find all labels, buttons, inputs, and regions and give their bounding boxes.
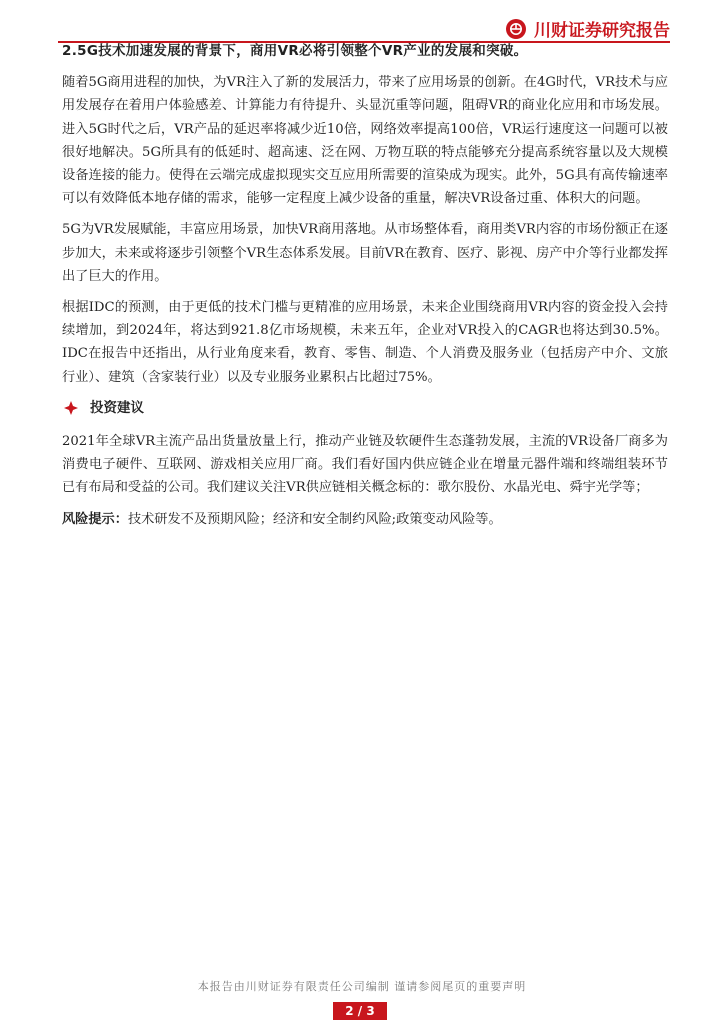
investment-heading: [62, 397, 668, 420]
page-number: 2 / 3: [333, 1002, 387, 1020]
paragraph-commercial-vr: 5G为VR发展赋能，丰富应用场景，加快VR商用落地。从市场整体看，商用类VR内容的市场份额正在逐步加大，未来或将逐步引领整个VR生态体系发展。目前VR在教育、医疗、影视、房产中介等行业都发挥出了巨大的作用。: [62, 222, 668, 284]
report-body: [62, 40, 668, 531]
paragraph-5g-vr: 随着5G商用进程的加快，为VR注入了新的发展活力，带来了应用场景的创新。在4G时代，VR技术与应用发展存在着用户体验感差、计算能力有待提升、头显沉重等问题，阻碍VR的商业化应用和市场发展。进入5G时代之后，VR产品的延迟率将减少近10倍，网络效率提高100倍，VR运行速度这一问题可以被很好地解决。5G所具有的低延时、超高速、泛在网、万物互联的特点能够充分提高系统容量以及大规模设备连接的能力。使得在云端完成虚拟现实交互应用所需要的渲染成为现实。此外，5G具有高传输速率可以有效降低本地存储的需求，能够一定程度上减少设备的重量，解决VR设备过重、体积大的问题。: [62, 75, 668, 207]
risk-label: 风险提示：: [62, 511, 128, 527]
brand: [506, 16, 670, 41]
risk-warning: [62, 508, 668, 531]
diamond-icon: [64, 401, 78, 415]
risk-text: 技术研发不及预期风险；经济和安全制约风险;政策变动风险等。: [127, 511, 502, 527]
section-title: 2.5G技术加速发展的背景下，商用VR必将引领整个VR产业的发展和突破。: [62, 43, 528, 59]
brand-title: 川财证券研究报告: [534, 21, 670, 41]
company-logo-icon: [506, 19, 526, 39]
paragraph-idc-forecast: 根据IDC的预测，由于更低的技术门槛与更精准的应用场景，未来企业围绕商用VR内容的资金投入会持续增加，到2024年，将达到921.8亿市场规模，未来五年，企业对VR投入的CAGR也将达到30.5%。IDC在报告中还指出，从行业角度来看，教育、零售、制造、个人消费及服务业（包括房产中介、文旅行业）、建筑（含家装行业）以及专业服务业累积占比超过75%。: [62, 300, 668, 385]
investment-heading-text: 投资建议: [90, 399, 144, 416]
footer-disclaimer: 本报告由川财证券有限责任公司编制 谨请参阅尾页的重要声明: [197, 980, 527, 993]
paragraph-investment: 2021年全球VR主流产品出货量放量上行，推动产业链及软硬件生态蓬勃发展，主流的VR设备厂商多为消费电子硬件、互联网、游戏相关应用厂商。我们看好国内供应链企业在增量元器件端和终端组装环节已有布局和受益的公司。我们建议关注VR供应链相关概念标的：歌尔股份、水晶光电、舜宇光学等；: [62, 434, 668, 496]
